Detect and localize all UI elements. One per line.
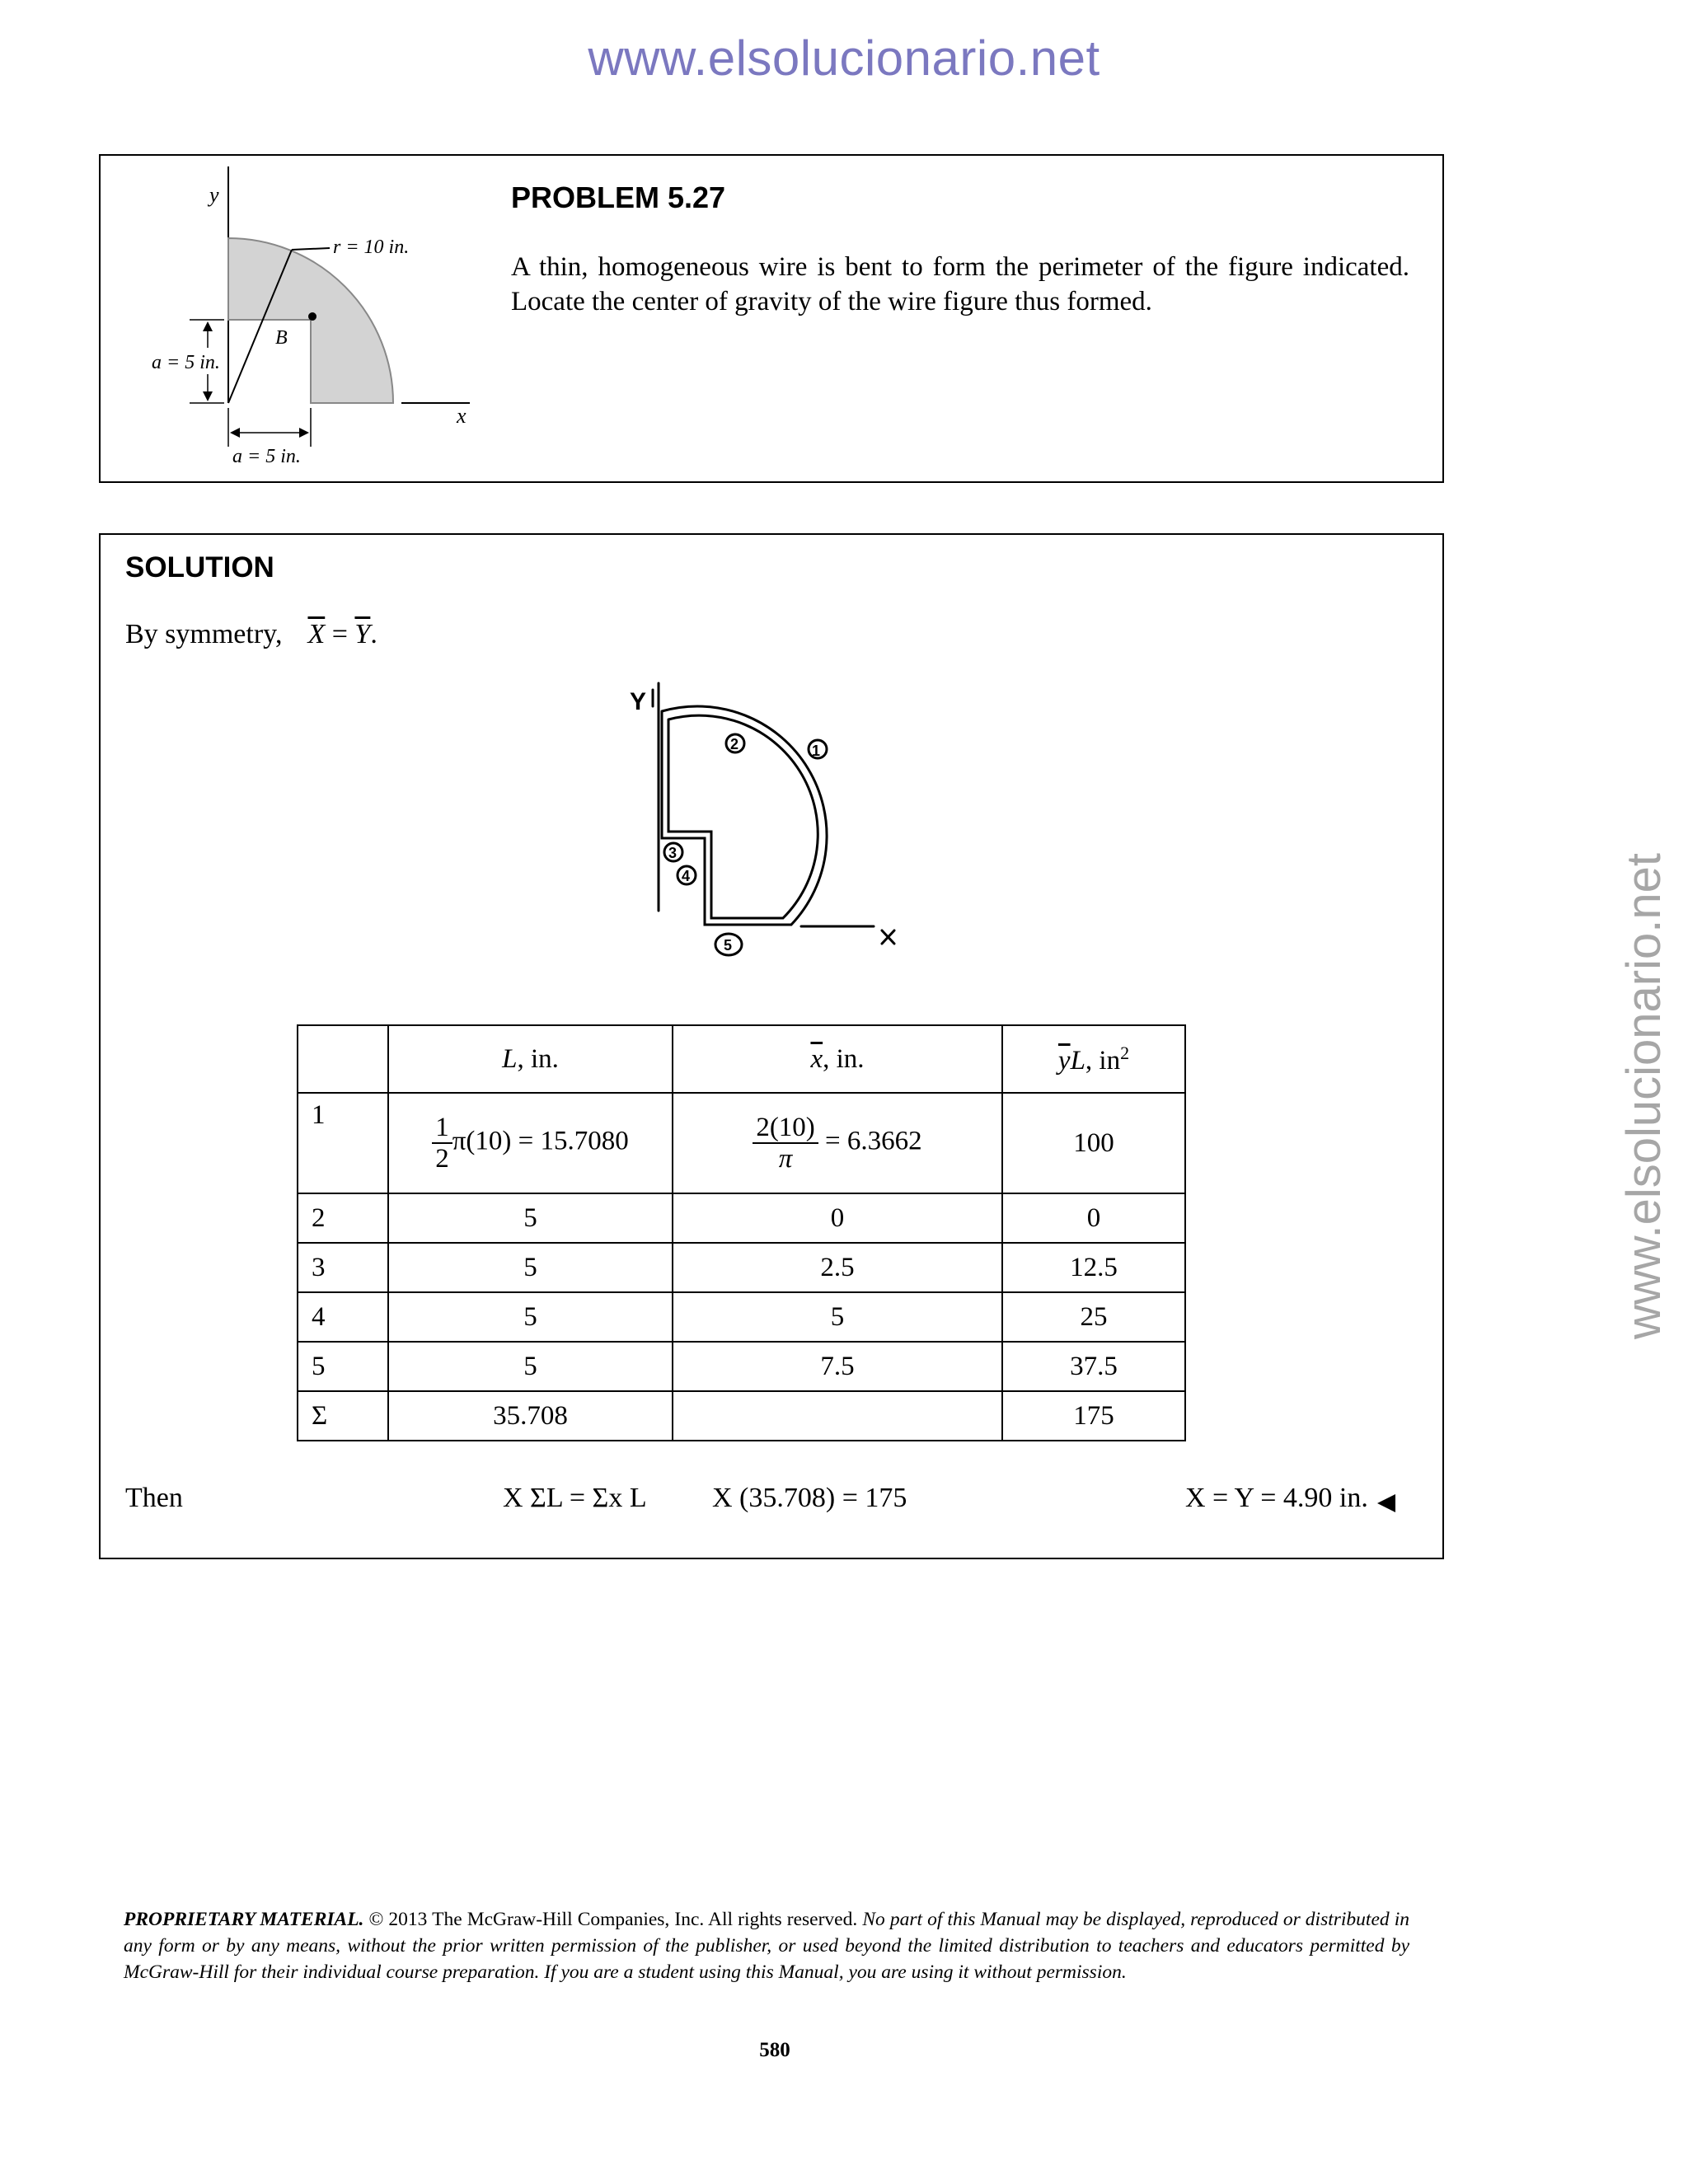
- table-row: [298, 1243, 1185, 1292]
- wire-sketch: [612, 667, 1073, 963]
- sketch-seg-3: 3: [668, 845, 678, 861]
- sum-L: 35.708: [388, 1391, 673, 1441]
- symmetry-Y: $\overline{Y}$: [354, 619, 371, 649]
- row1-x-rest: = 6.3662: [825, 1126, 922, 1156]
- table-row: [298, 1342, 1185, 1391]
- row-idx: 3: [298, 1243, 388, 1292]
- symmetry-statement: [125, 619, 377, 650]
- copyright-footer: [124, 1906, 1409, 1985]
- symmetry-eq: =: [325, 619, 355, 649]
- table-header-row: [298, 1025, 1185, 1093]
- row1-yL: 100: [1002, 1093, 1185, 1193]
- table-row: [298, 1093, 1185, 1193]
- sketch-seg-2: 2: [730, 736, 739, 752]
- equation-1: X ΣL = Σx L: [503, 1483, 647, 1513]
- row1-L: [388, 1093, 673, 1193]
- sketch-seg-1: 1: [812, 743, 821, 759]
- fig-y-axis: y: [209, 183, 219, 207]
- problem-statement: A thin, homogeneous wire is bent to form the perimeter of the figure indicated. Locate the center of gravity of the wire figure thus formed.: [511, 252, 1409, 316]
- then-label: Then: [125, 1483, 183, 1513]
- page-number: 580: [759, 2039, 790, 2061]
- solution-box: [99, 533, 1444, 1559]
- fig-x-axis: x: [457, 404, 467, 428]
- answer-marker-icon: [1376, 1493, 1397, 1514]
- header-xbar: $\overline{x}$, in.: [673, 1025, 1002, 1093]
- row-yL: 25: [1002, 1292, 1185, 1342]
- fig-a-vertical-label: a = 5 in.: [152, 352, 220, 373]
- row-L: 5: [388, 1342, 673, 1391]
- sketch-seg-5: 5: [724, 937, 733, 954]
- shaded-shape: [228, 238, 393, 403]
- row-idx: 2: [298, 1193, 388, 1243]
- row-yL: 0: [1002, 1193, 1185, 1243]
- row1-L-num: 1: [432, 1113, 452, 1144]
- row-yL: 12.5: [1002, 1243, 1185, 1292]
- row-L: 5: [388, 1193, 673, 1243]
- row-idx: 5: [298, 1342, 388, 1391]
- problem-title: PROBLEM 5.27: [511, 180, 726, 214]
- watermark-top: www.elsolucionario.net: [588, 30, 1100, 86]
- header-yL: $\overline{y}L$, $in^2$: [1002, 1025, 1185, 1093]
- sum-x: [673, 1391, 1002, 1441]
- symmetry-X: $\overline{X}$: [307, 619, 326, 649]
- row-yL: 37.5: [1002, 1342, 1185, 1391]
- row-x: 5: [673, 1292, 1002, 1342]
- problem-figure: [117, 162, 513, 476]
- watermark-side: www.elsolucionario.net: [1617, 853, 1671, 1339]
- sum-idx: Σ: [298, 1391, 388, 1441]
- problem-box: [99, 154, 1444, 483]
- row1-L-den: 2: [435, 1144, 449, 1174]
- row-x: 0: [673, 1193, 1002, 1243]
- table-sum-row: [298, 1391, 1185, 1441]
- sketch-seg-4: 4: [682, 868, 691, 884]
- footer-copyright: © 2013 The McGraw-Hill Companies, Inc. All rights reserved.: [363, 1909, 858, 1930]
- solution-title: SOLUTION: [125, 551, 274, 583]
- row1-x: [673, 1093, 1002, 1193]
- header-L: L, in.: [388, 1025, 673, 1093]
- row-x: 7.5: [673, 1342, 1002, 1391]
- symmetry-end: .: [370, 619, 377, 649]
- symmetry-prefix: By symmetry,: [125, 619, 283, 649]
- footer-notice: No part of this Manual may be displayed, reproduced or distributed in any form or by any means, without the prior written permission of the publisher, or used beyond the limited distribution to teachers and educators permitted by McGraw-Hill for their individual course preparation. If you are a student using this Manual, you are using it without permission.: [124, 1909, 1409, 1983]
- row1-L-rest: π(10) = 15.7080: [452, 1126, 629, 1156]
- table-row: [298, 1193, 1185, 1243]
- header-yL-exp: 2: [1120, 1042, 1130, 1063]
- point-b: [308, 312, 316, 321]
- row1-idx: 1: [298, 1093, 388, 1193]
- row1-x-num: 2(10): [753, 1113, 818, 1144]
- row1-x-den: π: [778, 1144, 793, 1174]
- equation-2: X (35.708) = 175: [712, 1483, 907, 1513]
- sketch-y-label: Y: [630, 688, 647, 715]
- row-L: 5: [388, 1243, 673, 1292]
- centroid-table: [297, 1024, 1186, 1441]
- table-row: [298, 1292, 1185, 1342]
- fig-radius-label: r = 10 in.: [333, 237, 410, 258]
- row-idx: 4: [298, 1292, 388, 1342]
- sum-yL: 175: [1002, 1391, 1185, 1441]
- header-index: [298, 1025, 388, 1093]
- fig-point-label: B: [275, 327, 288, 349]
- final-result: X = Y = 4.90 in.: [1185, 1483, 1368, 1513]
- row-L: 5: [388, 1292, 673, 1342]
- fig-a-horizontal-label: a = 5 in.: [232, 446, 301, 467]
- footer-bold-lead: PROPRIETARY MATERIAL.: [124, 1909, 364, 1930]
- row-x: 2.5: [673, 1243, 1002, 1292]
